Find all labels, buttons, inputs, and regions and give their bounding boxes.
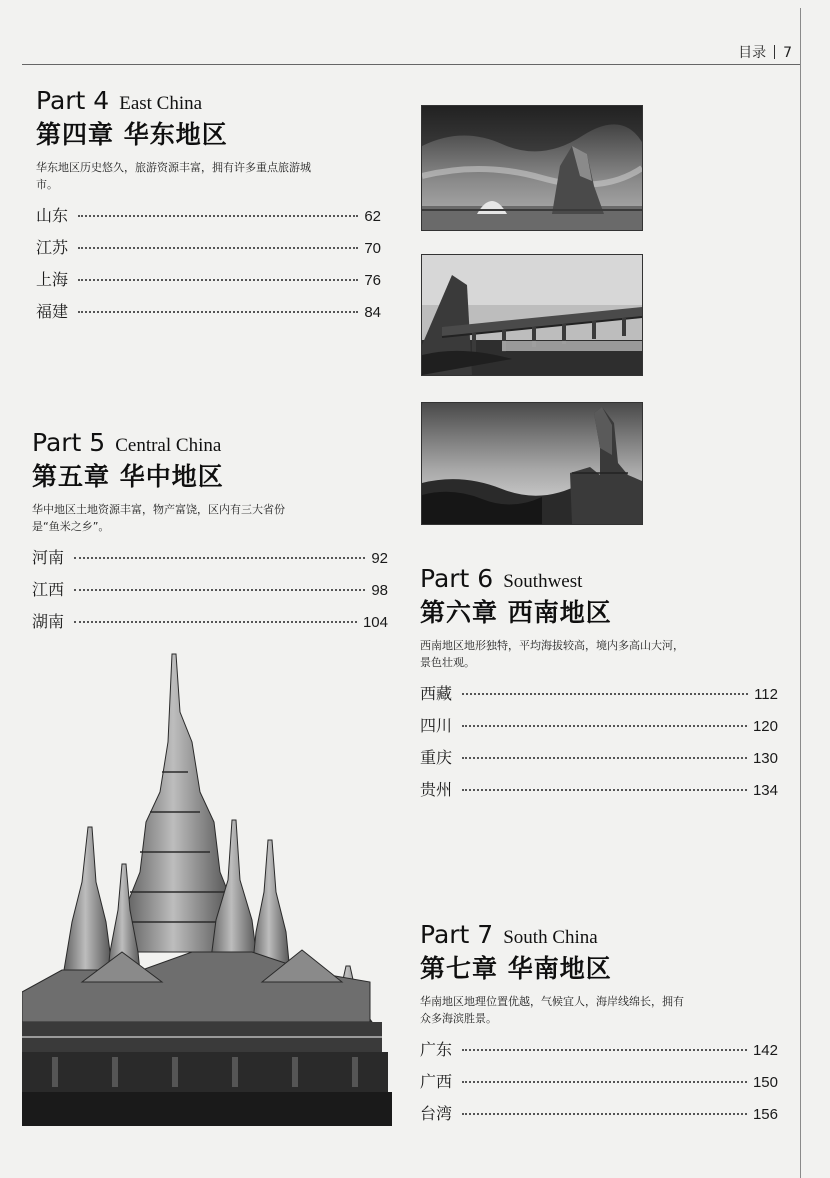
entry-name: 贵州 [420,780,453,799]
photo-mountain-peak [421,402,643,525]
entry-page: 120 [752,718,778,735]
entry-name: 广西 [420,1072,453,1091]
dot-leader [462,725,747,727]
section-southwest [420,566,778,809]
entry-page: 134 [752,782,778,799]
dot-leader [462,1049,747,1051]
entry-name: 河南 [32,548,65,567]
entry-page: 150 [752,1074,778,1091]
entry-name: 广东 [420,1040,453,1059]
dot-leader [462,757,747,759]
entry-page: 112 [754,686,778,703]
header-rule [22,64,800,65]
section-description: 华东地区历史悠久，旅游资源丰富，拥有许多重点旅游城市。 [36,161,311,191]
photo-bridge [421,254,643,376]
part-english-title: East China [119,93,203,114]
entry-page: 76 [364,272,381,289]
dot-leader [78,279,358,281]
page-edge [800,8,801,1178]
dot-leader [74,621,357,623]
entry-name: 山东 [36,206,69,225]
entry-page: 130 [752,750,778,767]
toc-entry[interactable] [36,267,381,299]
dot-leader [462,1113,747,1115]
dot-leader [74,589,365,591]
part-number: Part 4 [36,86,110,115]
pagoda-illustration [22,652,392,1126]
dot-leader [462,693,748,695]
toc-entry[interactable] [420,777,778,809]
entry-page: 70 [364,240,381,257]
toc-list [36,203,381,331]
toc-entry[interactable] [420,681,778,713]
entry-page: 62 [364,208,381,225]
photo-rock-formation [421,105,643,231]
entry-name: 江西 [32,580,65,599]
part-number: Part 5 [32,428,106,457]
page-header [738,42,792,62]
entry-page: 156 [752,1106,778,1123]
part-heading [36,88,381,113]
header-divider [774,45,775,59]
section-description: 华南地区地理位置优越，气候宜人，海岸线绵长，拥有众多海滨胜景。 [420,995,684,1025]
toc-entry[interactable] [36,299,381,331]
toc-entry[interactable] [32,609,388,641]
header-title: 目录 [738,45,767,61]
dot-leader [78,311,358,313]
part-english-title: Central China [115,435,222,456]
entry-name: 福建 [36,302,69,321]
toc-entry[interactable] [32,577,388,609]
entry-name: 江苏 [36,238,69,257]
entry-name: 上海 [36,270,69,289]
entry-page: 142 [752,1042,778,1059]
chapter-title: 第四章 华东地区 [36,120,228,149]
part-english-title: South China [503,927,598,948]
section-description: 西南地区地形独特，平均海拔较高，境内多高山大河，景色壮观。 [420,639,684,669]
dot-leader [462,789,747,791]
toc-list [32,545,388,641]
toc-entry[interactable] [420,1037,778,1069]
entry-page: 92 [371,550,388,567]
dot-leader [78,247,358,249]
section-description: 华中地区土地资源丰富，物产富饶，区内有三大省份是“鱼米之乡”。 [32,503,285,533]
entry-name: 台湾 [420,1104,453,1123]
section-east-china [36,88,381,331]
part-heading [420,922,778,947]
part-number: Part 6 [420,564,494,593]
part-english-title: Southwest [503,571,583,592]
entry-name: 湖南 [32,612,65,631]
chapter-title: 第五章 华中地区 [32,462,224,491]
toc-entry[interactable] [420,1101,778,1133]
entry-page: 104 [362,614,388,631]
dot-leader [78,215,358,217]
part-heading [32,430,388,455]
section-central-china [32,430,388,641]
toc-list [420,1037,778,1133]
chapter-title: 第六章 西南地区 [420,598,612,627]
entry-name: 四川 [420,716,453,735]
toc-entry[interactable] [36,203,381,235]
toc-entry[interactable] [420,745,778,777]
entry-page: 84 [364,304,381,321]
dot-leader [74,557,365,559]
toc-entry[interactable] [420,1069,778,1101]
toc-entry[interactable] [36,235,381,267]
entry-name: 重庆 [420,748,453,767]
dot-leader [462,1081,747,1083]
toc-entry[interactable] [420,713,778,745]
page-number: 7 [783,45,792,61]
chapter-title: 第七章 华南地区 [420,954,612,983]
toc-list [420,681,778,809]
section-south-china [420,922,778,1133]
entry-name: 西藏 [420,684,453,703]
part-heading [420,566,778,591]
entry-page: 98 [371,582,388,599]
toc-entry[interactable] [32,545,388,577]
part-number: Part 7 [420,920,494,949]
